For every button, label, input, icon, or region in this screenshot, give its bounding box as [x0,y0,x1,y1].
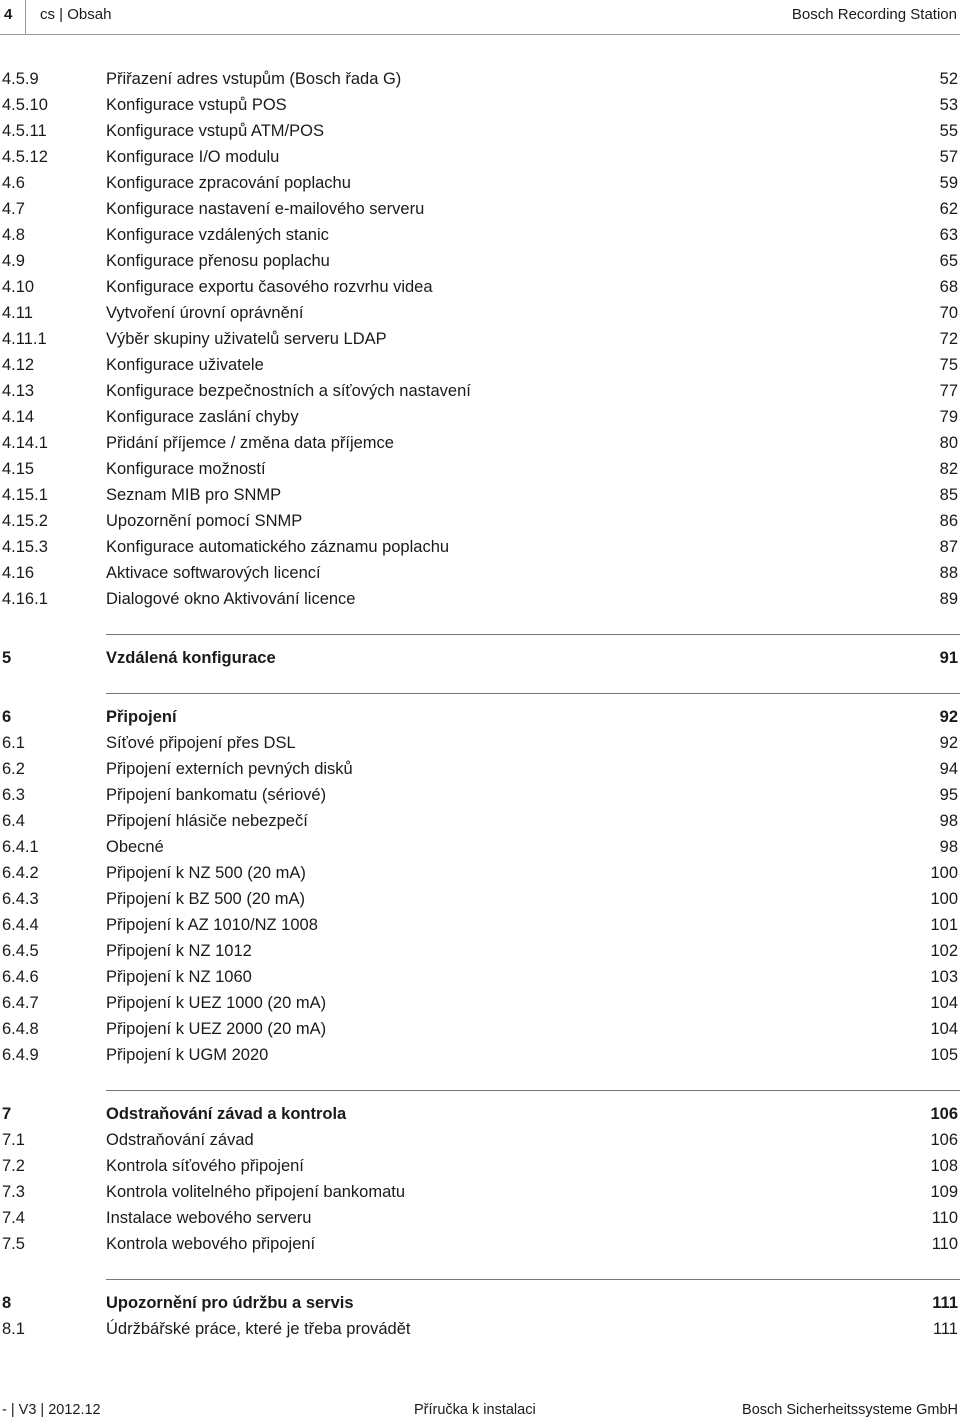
toc-entry-page: 111 [932,1320,958,1338]
toc-entry-title: Konfigurace přenosu poplachu [106,252,330,270]
toc-entry-number: 4.8 [2,226,25,244]
toc-entry-title: Kontrola webového připojení [106,1235,316,1253]
toc-entry[interactable] [0,586,960,612]
toc-entry-page: 101 [930,916,958,934]
toc-entry-title: Výběr skupiny uživatelů serveru LDAP [106,330,387,348]
toc-entry-page: 53 [939,96,958,114]
toc-entry-page: 102 [930,942,958,960]
toc-entry-page: 57 [939,148,958,166]
toc-entry[interactable] [0,1153,960,1179]
toc-entry[interactable] [0,456,960,482]
toc-entry[interactable] [0,1179,960,1205]
toc-entry-number: 4.6 [2,174,25,192]
toc-entry[interactable] [0,1042,960,1068]
toc-entry-page: 110 [931,1209,958,1227]
toc-entry-title: Připojení k BZ 500 (20 mA) [106,890,305,908]
toc-entry[interactable] [0,248,960,274]
toc-entry[interactable] [0,508,960,534]
toc-entry-page: 52 [939,70,958,88]
toc-entry-page: 103 [930,968,958,986]
toc-entry-number: 4.10 [2,278,35,296]
toc-entry-page: 92 [939,734,958,752]
toc-entry-number: 7 [2,1105,12,1123]
toc-entry-page: 108 [930,1157,958,1175]
toc-entry-number: 7.2 [2,1157,25,1175]
toc-entry-page: 94 [939,760,958,778]
toc-entry[interactable] [0,352,960,378]
toc-entry-title: Přidání příjemce / změna data příjemce [106,434,394,452]
toc-entry[interactable] [0,404,960,430]
toc-entry-page: 72 [939,330,958,348]
toc-entry-title: Konfigurace bezpečnostních a síťových nastavení [106,382,471,400]
toc-entry-title: Konfigurace vzdálených stanic [106,226,329,244]
toc-entry-number: 7.3 [2,1183,25,1201]
toc-entry-title: Konfigurace možností [106,460,266,478]
toc-entry-number: 7.1 [2,1131,25,1149]
toc-entry-number: 4.16 [2,564,35,582]
toc-entry-page: 91 [939,649,958,667]
toc-entry[interactable] [0,1231,960,1257]
toc-entry[interactable] [0,938,960,964]
toc-entry-title: Vzdálená konfigurace [106,649,276,667]
toc-entry-title: Instalace webového serveru [106,1209,312,1227]
toc-entry[interactable] [0,482,960,508]
toc-chapter-heading[interactable] [0,645,960,671]
toc-entry-number: 6.4.6 [2,968,39,986]
toc-entry-page: 85 [939,486,958,504]
chapter-divider [0,1279,960,1290]
toc-entry-title: Připojení k UEZ 2000 (20 mA) [106,1020,327,1038]
toc-entry[interactable] [0,92,960,118]
toc-entry[interactable] [0,274,960,300]
toc-entry-title: Aktivace softwarových licencí [106,564,321,582]
toc-entry-number: 4.14 [2,408,35,426]
toc-entry[interactable] [0,534,960,560]
toc-entry[interactable] [0,196,960,222]
toc-entry-page: 100 [930,864,958,882]
toc-entry-title: Připojení [106,708,177,726]
toc-entry[interactable] [0,886,960,912]
toc-entry-title: Upozornění pomocí SNMP [106,512,303,530]
chapter-8-entries [0,1316,960,1342]
toc-entry-title: Konfigurace exportu časového rozvrhu videa [106,278,433,296]
toc-entry-title: Odstraňování závad [106,1131,254,1149]
toc-entry-number: 8 [2,1294,12,1312]
chapter-5 [0,645,960,671]
toc-entry-page: 92 [939,708,958,726]
toc-entry-number: 6.4.7 [2,994,39,1012]
toc-entry-number: 6.4.9 [2,1046,39,1064]
toc-chapter-heading[interactable] [0,704,960,730]
toc-entry-number: 4.5.12 [2,148,48,166]
toc-entry-number: 4.9 [2,252,25,270]
toc-entry[interactable] [0,912,960,938]
chapter-divider [0,1090,960,1101]
toc-entry-page: 77 [939,382,958,400]
toc-entry-number: 4.5.11 [2,122,47,140]
toc-chapter-heading[interactable] [0,1101,960,1127]
chapter-divider [0,634,960,645]
toc-entry-number: 7.4 [2,1209,25,1227]
toc-entry-title: Obecné [106,838,164,856]
page-number: 4 [4,6,13,23]
toc-entry-page: 104 [930,1020,958,1038]
toc-entry[interactable] [0,860,960,886]
chapter-7-entries [0,1127,960,1257]
toc-entry-number: 4.13 [2,382,35,400]
toc-entry-page: 98 [939,812,958,830]
toc-entry-page: 111 [932,1294,958,1312]
toc-entry-title: Připojení k NZ 1060 [106,968,252,986]
chapter-6 [0,704,960,730]
toc-entry[interactable] [0,756,960,782]
footer-company: Bosch Sicherheitssysteme GmbH [742,1402,958,1418]
toc-entry[interactable] [0,300,960,326]
toc-entry-page: 98 [939,838,958,856]
toc-entry-title: Konfigurace zaslání chyby [106,408,299,426]
toc-entry-title: Síťové připojení přes DSL [106,734,296,752]
toc-entry[interactable] [0,378,960,404]
chapter-divider [0,693,960,704]
toc-entry-title: Konfigurace nastavení e-mailového serveru [106,200,425,218]
toc-entry[interactable] [0,782,960,808]
page-header [0,0,960,35]
toc-entry[interactable] [0,326,960,352]
toc-entry[interactable] [0,222,960,248]
toc-entry[interactable] [0,990,960,1016]
toc-entry-number: 6.3 [2,786,25,804]
toc-entry-page: 55 [939,122,958,140]
header-divider [25,0,26,34]
toc-entry-title: Připojení hlásiče nebezpečí [106,812,308,830]
toc-entry-title: Konfigurace automatického záznamu poplachu [106,538,450,556]
toc-entry-title: Dialogové okno Aktivování licence [106,590,356,608]
toc-entry[interactable] [0,834,960,860]
toc-entry-number: 6.4.2 [2,864,39,882]
toc-entry-number: 8.1 [2,1320,25,1338]
toc-entry-page: 65 [939,252,958,270]
toc-entry-number: 6.4.1 [2,838,39,856]
toc-entry-page: 80 [939,434,958,452]
toc-entry-page: 89 [939,590,958,608]
toc-entry-number: 4.11 [2,304,33,322]
toc-entry-page: 105 [930,1046,958,1064]
toc-entry-page: 100 [930,890,958,908]
toc-entry-page: 88 [939,564,958,582]
toc-entry-title: Konfigurace vstupů POS [106,96,287,114]
toc-entry-title: Vytvoření úrovní oprávnění [106,304,304,322]
toc-block-4 [0,66,960,612]
toc-entry-title: Připojení k NZ 500 (20 mA) [106,864,306,882]
toc-entry-number: 4.16.1 [2,590,48,608]
toc-entry[interactable] [0,1016,960,1042]
toc-entry-number: 6.4 [2,812,25,830]
toc-entry-title: Přiřazení adres vstupům (Bosch řada G) [106,70,402,88]
toc-entry[interactable] [0,1316,960,1342]
toc-entry-number: 7.5 [2,1235,25,1253]
toc-entry-number: 6.4.4 [2,916,39,934]
table-of-contents [0,66,960,1342]
toc-entry-number: 4.15.1 [2,486,48,504]
toc-entry[interactable] [0,1127,960,1153]
toc-entry-page: 70 [939,304,958,322]
toc-entry-number: 5 [2,649,12,667]
toc-entry-page: 110 [931,1235,958,1253]
toc-entry-page: 79 [939,408,958,426]
toc-entry-title: Upozornění pro údržbu a servis [106,1294,354,1312]
toc-entry-page: 95 [939,786,958,804]
toc-entry-title: Konfigurace vstupů ATM/POS [106,122,324,140]
toc-entry[interactable] [0,66,960,92]
toc-entry-page: 68 [939,278,958,296]
toc-entry-title: Připojení k NZ 1012 [106,942,252,960]
section-label: cs | Obsah [40,6,112,23]
toc-entry-title: Konfigurace zpracování poplachu [106,174,351,192]
toc-entry-number: 4.5.10 [2,96,48,114]
toc-entry[interactable] [0,808,960,834]
toc-entry[interactable] [0,560,960,586]
toc-entry-page: 106 [930,1105,958,1123]
toc-entry-number: 6.4.8 [2,1020,39,1038]
toc-entry-number: 4.14.1 [2,434,48,452]
toc-entry-page: 82 [939,460,958,478]
toc-entry-number: 4.5.9 [2,70,39,88]
toc-entry-page: 104 [930,994,958,1012]
toc-entry-title: Kontrola síťového připojení [106,1157,304,1175]
toc-entry-number: 6.1 [2,734,25,752]
toc-entry-number: 6.2 [2,760,25,778]
toc-entry-number: 4.11.1 [2,330,47,348]
toc-entry-title: Konfigurace uživatele [106,356,264,374]
toc-entry[interactable] [0,730,960,756]
toc-entry[interactable] [0,118,960,144]
toc-entry-page: 109 [930,1183,958,1201]
toc-entry-title: Připojení externích pevných disků [106,760,353,778]
product-name: Bosch Recording Station [791,6,957,23]
chapter-8 [0,1290,960,1316]
chapter-7 [0,1101,960,1127]
toc-entry-page: 59 [939,174,958,192]
toc-entry-page: 87 [939,538,958,556]
toc-entry-title: Připojení k AZ 1010/NZ 1008 [106,916,318,934]
toc-entry-number: 4.15 [2,460,35,478]
toc-entry-title: Kontrola volitelného připojení bankomatu [106,1183,406,1201]
toc-entry-page: 63 [939,226,958,244]
toc-entry-number: 4.7 [2,200,25,218]
toc-entry-number: 6 [2,708,12,726]
footer-document-title: Příručka k instalaci [414,1402,536,1418]
toc-entry-title: Připojení k UGM 2020 [106,1046,269,1064]
toc-entry-number: 6.4.5 [2,942,39,960]
toc-entry-number: 4.15.3 [2,538,48,556]
toc-entry-title: Údržbářské práce, které je třeba provádět [106,1320,411,1338]
toc-entry[interactable] [0,964,960,990]
chapter-6-entries [0,730,960,1068]
toc-entry-page: 106 [930,1131,958,1149]
toc-entry-title: Připojení k UEZ 1000 (20 mA) [106,994,327,1012]
toc-entry-title: Seznam MIB pro SNMP [106,486,282,504]
toc-entry-number: 6.4.3 [2,890,39,908]
toc-entry-title: Konfigurace I/O modulu [106,148,280,166]
toc-entry-page: 62 [939,200,958,218]
toc-entry-number: 4.12 [2,356,35,374]
toc-entry-page: 86 [939,512,958,530]
toc-entry[interactable] [0,170,960,196]
toc-entry[interactable] [0,144,960,170]
toc-entry-title: Odstraňování závad a kontrola [106,1105,347,1123]
footer-version: - | V3 | 2012.12 [2,1402,101,1418]
toc-entry-number: 4.15.2 [2,512,48,530]
toc-entry[interactable] [0,430,960,456]
toc-chapter-heading[interactable] [0,1290,960,1316]
toc-entry-title: Připojení bankomatu (sériové) [106,786,327,804]
toc-entry[interactable] [0,1205,960,1231]
toc-entry-page: 75 [939,356,958,374]
